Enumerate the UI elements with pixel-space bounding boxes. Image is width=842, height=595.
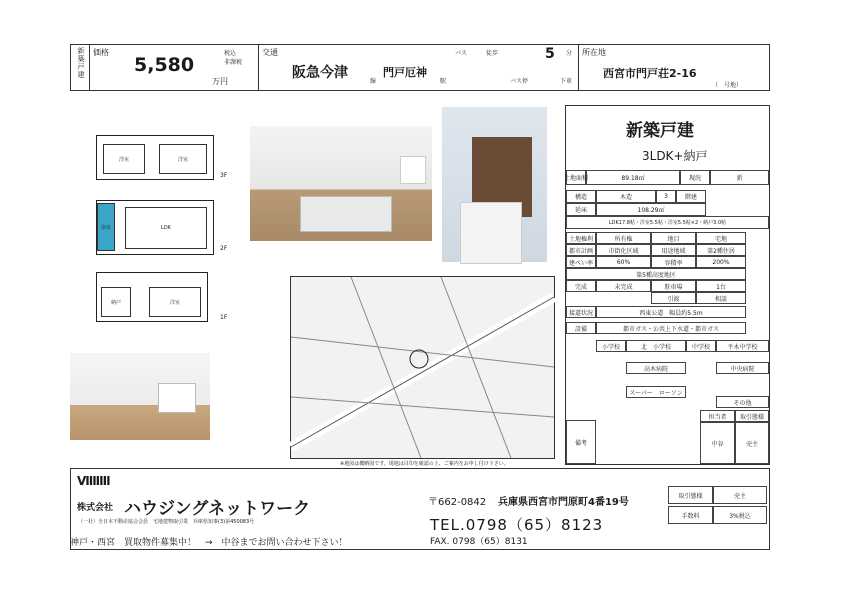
junior-label: 中学校: [686, 340, 716, 352]
floors-unit: 階建: [676, 190, 706, 203]
header-divider-2: [258, 44, 259, 91]
facilities-label: 設備: [566, 322, 596, 334]
facilities: 都市ガス・公共上下水道・都市ガス: [596, 322, 746, 334]
status-label: 現況: [680, 170, 710, 185]
owner-value: 中谷: [700, 422, 735, 464]
breakdown: LDK17.8帖・洋室5.5帖・洋室5.5帖×2・納戸3.0帖: [566, 216, 769, 229]
coverage-label: 建ぺい率: [566, 256, 596, 268]
get-off-label: 下車: [560, 78, 573, 85]
floor-plan-2f: [96, 200, 214, 255]
parking: 1台: [696, 280, 746, 292]
completion: 未完成: [596, 280, 651, 292]
floors: 3: [656, 190, 676, 203]
land-rights: 所有権: [596, 232, 651, 244]
status: 新: [710, 170, 769, 185]
company-logo: VIIIIIII: [77, 474, 110, 488]
note-other: その他: [716, 396, 769, 408]
zoning-label: 用途地域: [651, 244, 696, 256]
kitchen-counter-shape: [300, 196, 392, 232]
room-storage: 納戸: [101, 287, 131, 317]
station-2-suffix: 駅: [440, 78, 447, 85]
company-license: （一社）全日本不動産協会会員 宅地建物取引業 兵庫県知事(3)第450083号: [78, 519, 255, 525]
walk-label: 徒歩: [486, 50, 499, 57]
company-fax: FAX. 0798（65）8131: [430, 537, 528, 547]
company-name: ハウジングネットワーク: [124, 499, 311, 519]
district: 第5種高度地区: [566, 268, 746, 280]
layout: 3LDK+納戸: [642, 149, 708, 163]
room-western: 洋室: [103, 144, 145, 174]
room-western: 洋室: [149, 287, 201, 317]
building-area-label: 延床: [566, 203, 596, 216]
company-slogan: 神戸・西宮 買取物件募集中！ → 中谷までお問い合わせ下さい！: [70, 538, 348, 548]
land-area-label: 土地面積: [566, 170, 586, 185]
station-2: 門戸厄神: [383, 66, 427, 79]
handover-label: 引渡: [651, 292, 696, 304]
school: 北 小学校: [626, 340, 686, 352]
remarks-label: 備考: [566, 420, 596, 464]
station-1: 阪急今津: [292, 65, 348, 81]
handover: 相談: [696, 292, 746, 304]
map-roads: [291, 277, 554, 458]
bus-stop-label: バス停: [510, 78, 529, 85]
station-note: スーパー ローソン: [626, 386, 686, 398]
city-planning: 市街化区域: [596, 244, 651, 256]
footer-fee-label: 手数料: [668, 506, 713, 524]
land-category: 宅地: [696, 232, 746, 244]
floor-plan-3f: [96, 135, 214, 180]
interior-photo: [70, 353, 210, 440]
land-area: 89.18㎡: [586, 170, 680, 185]
parking-label: 駐車場: [651, 280, 696, 292]
tax-note-2: 非課税: [224, 59, 243, 66]
floor-3-label: 3F: [220, 172, 228, 179]
floor-1-label: 1F: [220, 314, 228, 321]
trade-value: 売主: [735, 422, 769, 464]
footer-trade-label: 取引態様: [668, 486, 713, 504]
shop: 中央病院: [716, 362, 769, 374]
price-value: 5,580: [134, 54, 195, 76]
room-ldk: LDK: [125, 207, 207, 249]
city-planning-label: 都市計画: [566, 244, 596, 256]
far-label: 容積率: [651, 256, 696, 268]
floor-2-label: 2F: [220, 245, 228, 252]
header-divider-3: [578, 44, 579, 91]
road-label: 接道状況: [566, 306, 596, 318]
kitchen-photo: [250, 126, 432, 241]
completion-label: 完成: [566, 280, 596, 292]
price-unit: 万円: [212, 77, 228, 86]
walk-minutes: 5: [545, 46, 555, 62]
map-note: ※地図は概略図です。現地は目印を確認の上、ご案内をお申し付け下さい。: [340, 461, 509, 467]
land-rights-label: 土地権利: [566, 232, 596, 244]
land-category-label: 地目: [651, 232, 696, 244]
address: 西宮市門戸荘2-16: [603, 67, 697, 80]
company-tel[interactable]: TEL.0798（65）8123: [430, 516, 604, 534]
company-type: 株式会社: [77, 503, 114, 513]
header-divider-1: [89, 44, 90, 91]
company-postal: 〒662-0842: [428, 497, 487, 508]
header-side-label: 新築戸建: [77, 47, 85, 79]
building-area: 108.29㎡: [596, 203, 706, 216]
room-bath: 浴室: [97, 203, 115, 251]
road: 西東公道 幅員約5.5m: [596, 306, 746, 318]
floor-plan-1f: [96, 272, 208, 322]
school-label: 小学校: [596, 340, 626, 352]
structure: 木造: [596, 190, 656, 203]
coverage: 60%: [596, 256, 651, 268]
lot-note: （ 号地）: [712, 82, 743, 89]
interior-window-shape: [158, 383, 196, 413]
building-white-wall: [460, 202, 522, 264]
trade-label: 取引態様: [735, 410, 769, 422]
footer-fee-value: 3%税込: [713, 506, 767, 524]
far: 200%: [696, 256, 746, 268]
station-1-suffix: 線: [370, 78, 377, 85]
exterior-photo: [442, 107, 547, 262]
price-label: 価格: [93, 48, 109, 57]
minute-unit: 分: [566, 50, 573, 57]
tax-note-1: 税込: [224, 50, 237, 57]
hospital: 高木病院: [626, 362, 686, 374]
location-label: 所在地: [582, 48, 606, 57]
room-western: 洋室: [159, 144, 207, 174]
owner-label: 担当者: [700, 410, 735, 422]
property-type: 新築戸建: [626, 121, 694, 141]
area-map: [290, 276, 555, 459]
junior: 平木中学校: [716, 340, 769, 352]
kitchen-window-shape: [400, 156, 426, 184]
transport-label: 交通: [262, 48, 278, 57]
footer-trade-value: 売主: [713, 486, 767, 504]
bus-label: バス: [455, 50, 468, 57]
structure-label: 構造: [566, 190, 596, 203]
company-address: 兵庫県西宮市門原町4番19号: [498, 497, 629, 508]
zoning: 第2種住居: [696, 244, 746, 256]
